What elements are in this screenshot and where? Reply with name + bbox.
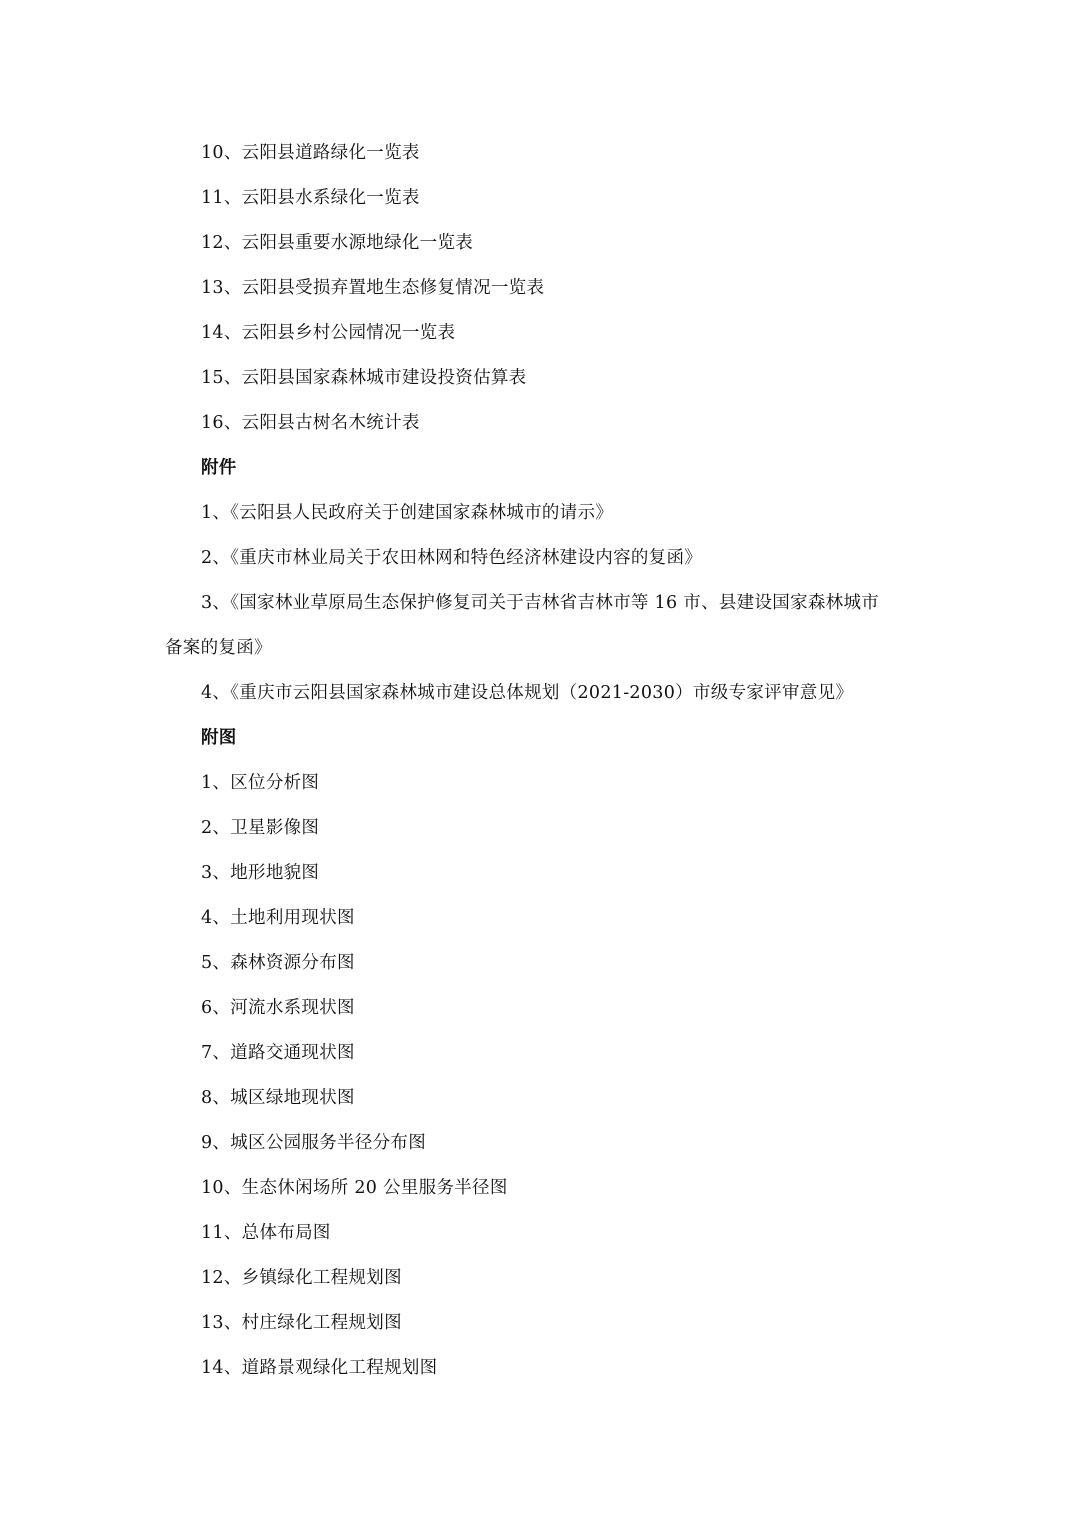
figure-list-item: 5、森林资源分布图 <box>201 953 355 973</box>
table-list-item: 10、云阳县道路绿化一览表 <box>201 143 420 163</box>
table-list-item: 14、云阳县乡村公园情况一览表 <box>201 323 456 343</box>
table-list-item: 11、云阳县水系绿化一览表 <box>201 188 420 208</box>
figure-list-item: 11、总体布局图 <box>201 1223 331 1243</box>
figure-list-item: 13、村庄绿化工程规划图 <box>201 1313 402 1333</box>
attachment-item: 4、《重庆市云阳县国家森林城市建设总体规划（2021-2030）市级专家评审意见》 <box>201 683 854 703</box>
figure-list-item: 10、生态休闲场所 20 公里服务半径图 <box>201 1178 508 1198</box>
figure-list-item: 4、土地利用现状图 <box>201 908 355 928</box>
table-list-item: 13、云阳县受损弃置地生态修复情况一览表 <box>201 278 545 298</box>
table-list-item: 16、云阳县古树名木统计表 <box>201 413 420 433</box>
attachment-item: 2、《重庆市林业局关于农田林网和特色经济林建设内容的复函》 <box>201 548 703 568</box>
figure-list-item: 1、区位分析图 <box>201 773 320 793</box>
table-list-item: 12、云阳县重要水源地绿化一览表 <box>201 233 474 253</box>
attachment-item: 1、《云阳县人民政府关于创建国家森林城市的请示》 <box>201 503 614 523</box>
figure-list-item: 9、城区公园服务半径分布图 <box>201 1133 427 1153</box>
figures-heading: 附图 <box>201 728 237 748</box>
figure-list-item: 12、乡镇绿化工程规划图 <box>201 1268 402 1288</box>
figure-list-item: 2、卫星影像图 <box>201 818 320 838</box>
table-list-item: 15、云阳县国家森林城市建设投资估算表 <box>201 368 527 388</box>
figure-list-item: 3、地形地貌图 <box>201 863 320 883</box>
figure-list-item: 6、河流水系现状图 <box>201 998 355 1018</box>
figure-list-item: 7、道路交通现状图 <box>201 1043 355 1063</box>
attachment-item-continuation: 备案的复函》 <box>165 638 272 658</box>
figure-list-item: 14、道路景观绿化工程规划图 <box>201 1358 438 1378</box>
attachment-item: 3、《国家林业草原局生态保护修复司关于吉林省吉林市等 16 市、县建设国家森林城市 <box>201 593 880 613</box>
attachments-heading: 附件 <box>201 458 237 478</box>
figure-list-item: 8、城区绿地现状图 <box>201 1088 355 1108</box>
